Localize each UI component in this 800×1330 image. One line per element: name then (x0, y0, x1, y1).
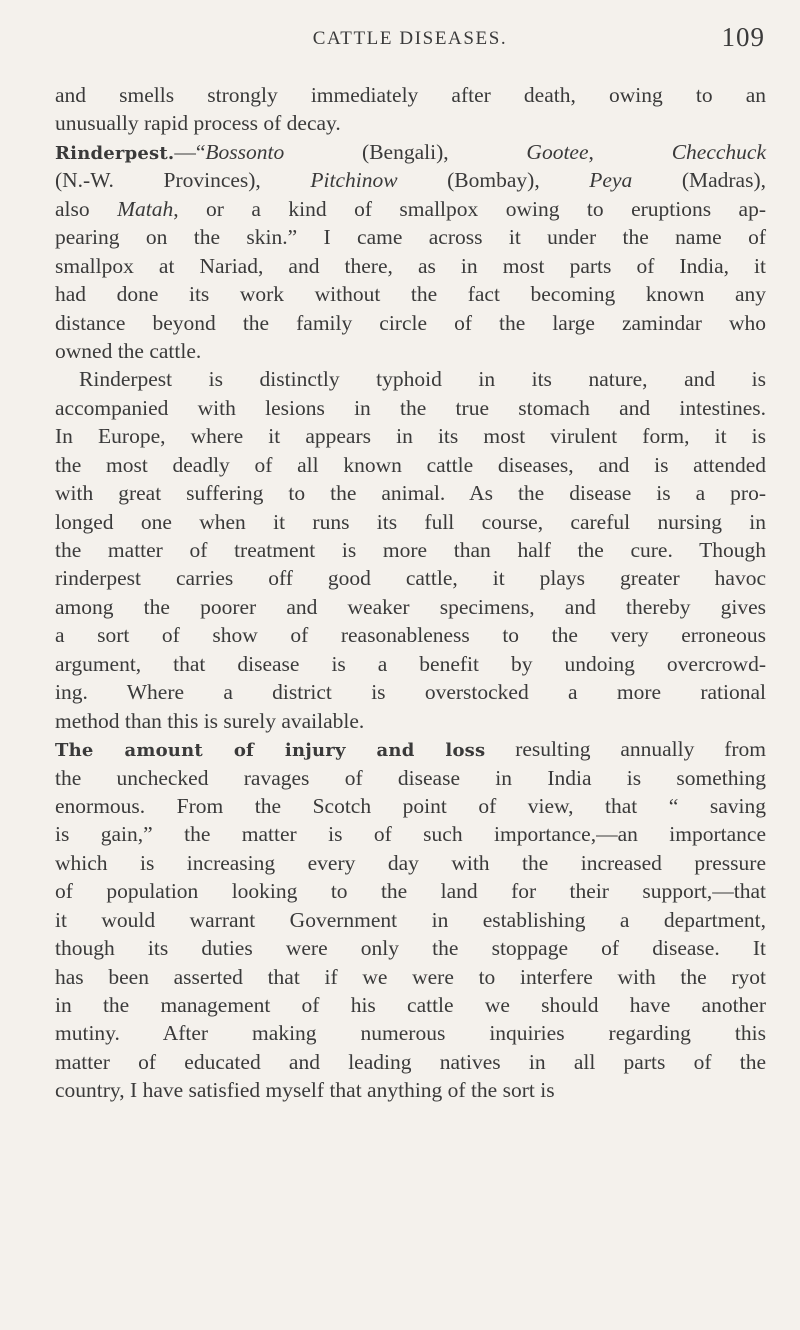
text-run: accompanied with lesions in the true stomach and intestines. (55, 395, 766, 420)
text-line (55, 1019, 766, 1047)
text-line (55, 650, 766, 678)
text-line (55, 138, 766, 166)
running-title: CATTLE DISEASES. (312, 28, 508, 49)
text-line (55, 678, 766, 706)
text-line (55, 1048, 766, 1076)
text-line (55, 764, 766, 792)
text-run: distance beyond the family circle of the large zamindar who (55, 310, 766, 335)
italic-term: Gootee (526, 139, 589, 164)
text-line (55, 621, 766, 649)
text-run: smallpox at Nariad, and there, as in most parts of India, it (55, 253, 766, 278)
text-run: country, I have satisfied myself that anything of the sort is (55, 1078, 555, 1103)
text-line (55, 508, 766, 536)
bold-lead-in: Rinderpest. (55, 142, 175, 164)
text-run: a sort of show of reasonableness to the very erroneous (55, 623, 766, 648)
text-line (55, 451, 766, 479)
text-line (55, 394, 766, 422)
text-run: Rinderpest is distinctly typhoid in its nature, and is (79, 367, 766, 392)
text-line (55, 707, 766, 735)
text-line (55, 223, 766, 251)
text-run: (N.-W. Provinces), (55, 168, 311, 193)
text-run: the unchecked ravages of disease in India is something (55, 765, 766, 790)
text-run: (Madras), (632, 168, 766, 193)
text-line (55, 365, 766, 393)
text-run: , or a kind of smallpox owing to eruptions ap- (173, 196, 767, 221)
text-run: with great suffering to the animal. As the disease is a pro- (55, 481, 766, 506)
text-line (55, 991, 766, 1019)
text-run: unusually rapid process of decay. (55, 111, 341, 136)
bold-lead-in: The amount of injury and loss (55, 740, 486, 762)
text-run: among the poorer and weaker specimens, and thereby gives (55, 594, 766, 619)
italic-term: Checchuck (671, 139, 766, 164)
text-run: —“ (174, 139, 206, 164)
running-head (55, 22, 765, 62)
text-run: enormous. From the Scotch point of view, that “ saving (55, 793, 766, 818)
text-run: (Bengali), (284, 139, 527, 164)
text-run: also (55, 196, 118, 221)
text-line (55, 1076, 766, 1104)
page-number: 109 (721, 22, 765, 52)
text-run: resulting annually from (485, 737, 766, 762)
text-run: In Europe, where it appears in its most virulent form, it is (55, 424, 766, 449)
text-run: matter of educated and leading natives in all parts of the (55, 1049, 766, 1074)
text-line (55, 564, 766, 592)
text-line (55, 963, 766, 991)
italic-term: Peya (589, 168, 633, 193)
text-run: , (588, 139, 672, 164)
text-line (55, 536, 766, 564)
text-run: rinderpest carries off good cattle, it plays greater havoc (55, 566, 766, 591)
text-run: it would warrant Government in establishing a department, (55, 907, 766, 932)
text-run: longed one when it runs its full course, careful nursing in (55, 509, 766, 534)
text-line (55, 792, 766, 820)
text-run: method than this is surely available. (55, 708, 365, 733)
text-run: had done its work without the fact becoming known any (55, 282, 766, 307)
text-line (55, 593, 766, 621)
text-line (55, 820, 766, 848)
text-run: the matter of treatment is more than half the cure. Though (55, 538, 766, 562)
italic-term: Matah (117, 196, 174, 221)
text-run: owned the cattle. (55, 338, 202, 363)
text-run: argument, that disease is a benefit by undoing overcrowd- (55, 651, 766, 676)
text-run: which is increasing every day with the increased pressure (55, 850, 766, 875)
text-run: in the management of his cattle we should have another (55, 993, 766, 1017)
text-run: has been asserted that if we were to interfere with the ryot (55, 964, 766, 989)
text-line (55, 280, 766, 308)
text-run: the most deadly of all known cattle diseases, and is attended (55, 452, 766, 477)
text-line (55, 109, 766, 137)
body-text (55, 81, 766, 1105)
text-line (55, 934, 766, 962)
text-line (55, 735, 766, 763)
text-run: mutiny. After making numerous inquiries regarding this (55, 1021, 766, 1046)
text-line (55, 81, 766, 109)
text-run: ing. Where a district is overstocked a more rational (55, 680, 766, 705)
text-line (55, 422, 766, 450)
italic-term: Pitchinow (310, 168, 398, 193)
text-run: pearing on the skin.” I came across it under the name of (55, 225, 766, 250)
text-line (55, 877, 766, 905)
text-run: is gain,” the matter is of such importance,—an importance (55, 822, 766, 847)
text-line (55, 479, 766, 507)
text-line (55, 337, 766, 365)
text-line (55, 252, 766, 280)
text-run: and smells strongly immediately after death, owing to an (55, 83, 766, 107)
text-line (55, 906, 766, 934)
text-line (55, 849, 766, 877)
text-run: though its duties were only the stoppage of disease. It (55, 936, 766, 961)
text-line (55, 309, 766, 337)
text-run: (Bombay), (397, 168, 590, 193)
italic-term: Bossonto (205, 139, 285, 164)
text-line (55, 195, 766, 223)
text-line (55, 166, 766, 194)
text-run: of population looking to the land for their support,—that (55, 879, 766, 904)
